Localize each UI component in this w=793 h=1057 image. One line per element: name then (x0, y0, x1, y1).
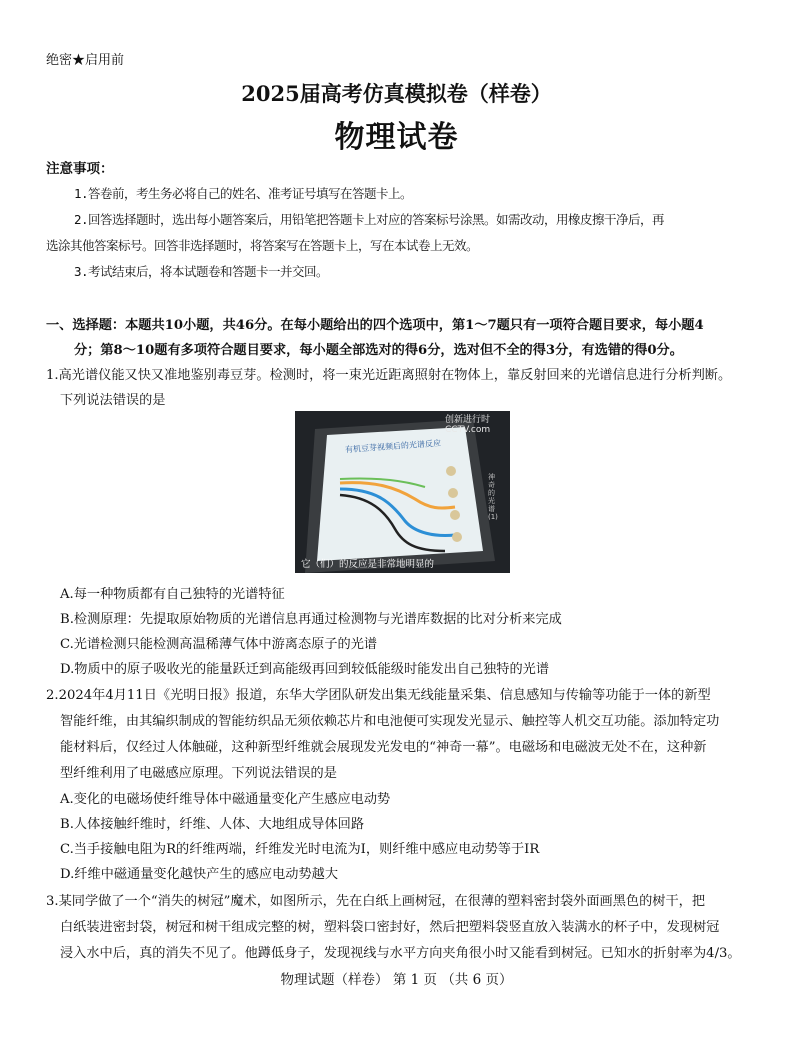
q2-option-b: B.人体接触纤维时，纤维、人体、大地组成导体回路 (60, 817, 365, 832)
photo-caption: 它（们）的反应是非常地明显的 (301, 559, 435, 570)
notice-item: 2.回答选择题时，选出每小题答案后，用铅笔把答题卡上对应的答案标号涂黑。如需改动，用橡皮擦干净后，再 (74, 212, 665, 227)
question-3-stem: 3.某同学做了一个“消失的树冠”魔术，如图所示，先在白纸上画树冠，在很薄的塑料密封袋外面画黑色的树干，把 (46, 894, 706, 909)
page-footer: 物理试题（样卷） 第 1 页 （共 6 页） (280, 972, 513, 988)
notice-item: 选涂其他答案标号。回答非选择题时，将答案写在答题卡上，写在本试卷上无效。 (46, 238, 479, 253)
question-1-stem-cont: 下列说法错误的是 (60, 393, 166, 408)
section-heading: 一、选择题：本题共10小题，共46分。在每小题给出的四个选项中，第1～7题只有一项符合题目要求，每小题4 (46, 318, 704, 333)
section-heading-cont: 分；第8～10题有多项符合题目要求，每小题全部选对的得6分，选对但不全的得3分，有选错的得0分。 (74, 343, 683, 358)
logo-top-text: 创新进行时 (445, 415, 491, 425)
logo-bottom-text: CCTV.com (445, 425, 491, 435)
q1-option-c: C.光谱检测只能检测高温稀薄气体中游离态原子的光谱 (60, 637, 378, 652)
question-2-stem-cont: 型纤维利用了电磁感应原理。下列说法错误的是 (60, 766, 337, 781)
question-2-stem-cont: 智能纤维，由其编织制成的智能纺织品无须依赖芯片和电池便可实现发光显示、触控等人机交互功能。添加特定功 (60, 714, 720, 729)
q1-option-a: A.每一种物质都有自己独特的光谱特征 (60, 587, 285, 602)
notice-item: 1.答卷前，考生务必将自己的姓名、准考证号填写在答题卡上。 (74, 186, 413, 201)
question-1-stem: 1.高光谱仪能又快又准地鉴别毒豆芽。检测时，将一束光近距离照射在物体上，靠反射回来的光谱信息进行分析判断。 (46, 368, 732, 383)
subject-title: 物理试卷 (334, 120, 459, 155)
notice-item: 3.考试结束后，将本试题卷和答题卡一并交回。 (74, 264, 329, 279)
cctv-logo (445, 415, 490, 435)
screen-title: 有机豆芽视频后的光谱反应 (344, 438, 442, 455)
q1-option-d: D.物质中的原子吸收光的能量跃迁到高能级再回到较低能级时能发出自己独特的光谱 (60, 662, 550, 677)
question-3-stem-cont: 白纸装进密封袋，树冠和树干组成完整的树，塑料袋口密封好，然后把塑料袋竖直放入装满水的杯子中，发现树冠 (60, 920, 720, 935)
spectrum-photo (295, 411, 510, 573)
q1-option-b: B.检测原理：先提取原始物质的光谱信息再通过检测物与光谱库数据的比对分析来完成 (60, 612, 562, 627)
side-caption: 神奇的光谱(1) (488, 473, 498, 521)
exam-title: 2025届高考仿真模拟卷（样卷） (241, 81, 552, 106)
q2-option-a: A.变化的电磁场使纤维导体中磁通量变化产生感应电动势 (60, 792, 391, 807)
q2-option-c: C.当手接触电阻为R的纤维两端，纤维发光时电流为I，则纤维中感应电动势等于IR (60, 842, 540, 857)
question-2-stem-cont: 能材料后，仅经过人体触碰，这种新型纤维就会展现发光发电的“神奇一幕”。电磁场和电磁波无处不在，这种新 (60, 740, 707, 755)
confidential-mark: 绝密★启用前 (46, 53, 125, 68)
notice-heading: 注意事项： (46, 161, 114, 177)
question-2-stem: 2.2024年4月11日《光明日报》报道，东华大学团队研发出集无线能量采集、信息感知与传输等功能于一体的新型 (46, 688, 711, 703)
q2-option-d: D.纤维中磁通量变化越快产生的感应电动势越大 (60, 867, 339, 882)
question-3-stem-cont: 浸入水中后，真的消失不见了。他蹲低身子，发现视线与水平方向夹角很小时又能看到树冠。已知水的折射率为4/3。 (60, 946, 741, 961)
